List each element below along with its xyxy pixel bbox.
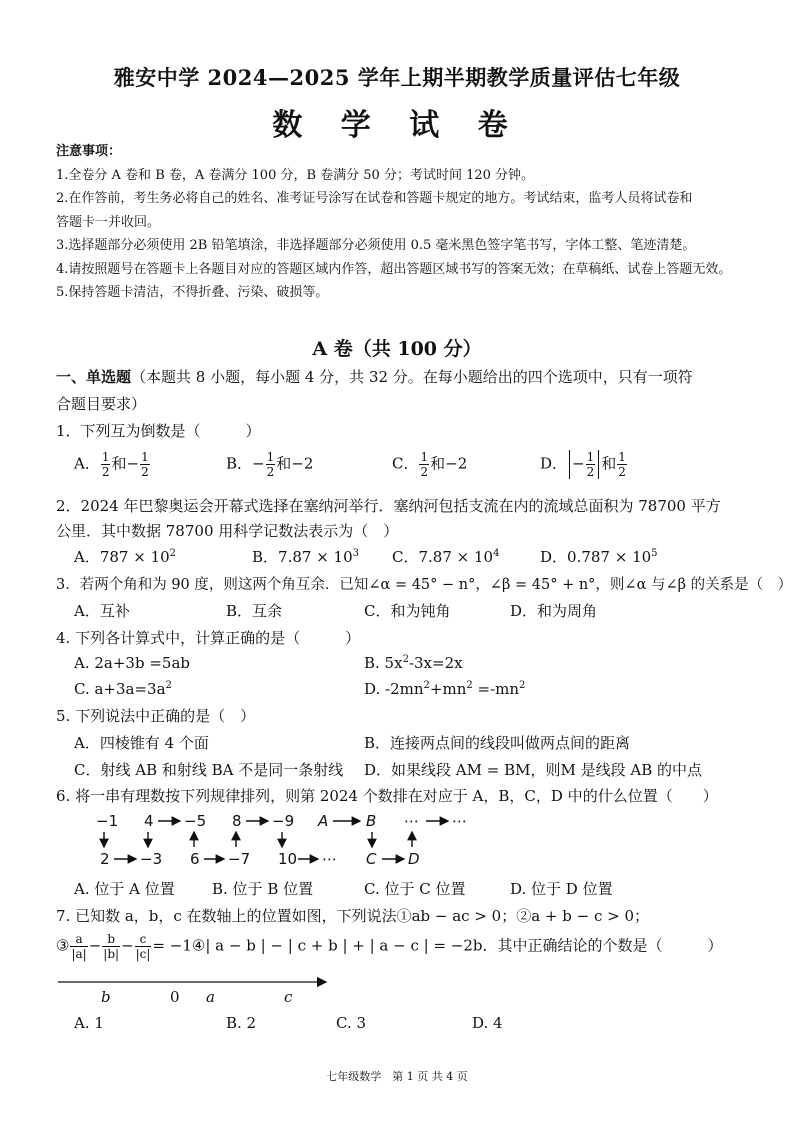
note-item: 5.保持答题卡清洁，不得折叠、污染、破损等。 [56, 285, 329, 300]
pattern-number: −5 [184, 812, 207, 830]
q7-stem-1: 7. 已知数 a，b，c 在数轴上的位置如图，下列说法①ab − ac > 0；②a + b − c > 0； [56, 907, 650, 925]
axis-label-a: a [206, 988, 215, 1006]
pattern-ellipsis: ⋯ [452, 812, 467, 830]
q6-option-d: D. 位于 D 位置 [510, 880, 613, 898]
q4-option-b: B. $5x^2-3x=2x$ [364, 654, 463, 672]
pattern-number: −7 [228, 850, 251, 868]
q3-option-d: D．和为周角 [510, 602, 598, 620]
q7-stem-2: ③ $\frac{a}{|a|}$ − $\frac{b}{|b|}$ − $\frac{c}{|c|}$ = −1④| a − b | − | c + b | + | a − c | = −2b．其中正确结论的个数是（ ） [56, 932, 723, 961]
exam-title: 雅安中学 2024—2025 学年上期半期教学质量评估七年级 [113, 65, 681, 90]
page-footer: 七年级数学 第 1 页 共 4 页 [326, 1070, 468, 1083]
note-item: 3.选择题部分必须使用 2B 铅笔填涂，非选择题部分必须使用 0.5 毫米黑色签字笔书写，字体工整、笔迹清楚。 [56, 238, 696, 253]
q6-option-a: A. 位于 A 位置 [74, 880, 175, 898]
exam-subtitle: 数 学 试 卷 [272, 108, 522, 143]
q2-stem-2: 公里．其中数据 78700 用科学记数法表示为（ ） [56, 522, 399, 540]
q5-option-b: B．连接两点间的线段叫做两点间的距离 [364, 734, 631, 752]
q1-option-c: C． $\frac{1}{2}$ 和−2 [392, 450, 468, 479]
pattern-label-b: B [366, 812, 377, 830]
q3-option-b: B．互余 [226, 602, 283, 620]
q2-option-c: C．$7.87 \times 10^4$ [392, 548, 500, 566]
q4-option-d: D. $-2mn^2+mn^2 =-mn^2$ [364, 680, 526, 698]
axis-label-b: b [101, 988, 111, 1006]
pattern-label-c: C [366, 850, 377, 868]
q2-option-b: B．$7.87 \times 10^3$ [252, 548, 359, 566]
q7-option-b: B. 2 [226, 1014, 257, 1032]
q3-option-c: C．和为钝角 [364, 602, 451, 620]
note-item: 答题卡一并收回。 [56, 214, 161, 230]
pattern-number: −3 [140, 850, 163, 868]
pattern-ellipsis: ⋯ [404, 812, 419, 830]
pattern-number: 4 [144, 812, 154, 830]
note-item: 2.在作答前，考生务必将自己的姓名、准考证号涂写在试卷和答题卡规定的地方。考试结束，监考人员将试卷和 [56, 191, 693, 206]
q7-option-c: C. 3 [336, 1014, 367, 1032]
q1-option-b: B．− $\frac{1}{2}$ 和−2 [226, 450, 314, 479]
q2-stem-1: 2．2024 年巴黎奥运会开幕式选择在塞纳河举行．塞纳河包括支流在内的流域总面积为 78700 平方 [56, 497, 721, 515]
q6-stem: 6. 将一串有理数按下列规律排列，则第 2024 个数排在对应于 A，B，C，D 中的什么位置（ ） [56, 787, 718, 805]
pattern-number: 10 [278, 850, 298, 868]
q2-option-a: A．$787 \times 10^2$ [74, 548, 177, 566]
q2-option-d: D．$0.787 \times 10^5$ [540, 548, 658, 566]
q1-option-a: A． $\frac{1}{2}$ 和− $\frac{1}{2}$ [74, 450, 149, 479]
pattern-label-a: A [318, 812, 329, 830]
axis-label-zero: 0 [170, 988, 180, 1006]
q4-option-c: C. $a+3a=3a^2$ [74, 680, 172, 698]
q3-stem: 3．若两个角和为 90 度，则这两个角互余．已知∠α = 45° − n°，∠β = 45° + n°，则∠α 与∠β 的关系是（ ） [56, 577, 793, 593]
q6-option-c: C. 位于 C 位置 [364, 880, 466, 898]
pattern-ellipsis: ⋯ [322, 850, 337, 868]
pattern-number: −1 [96, 812, 119, 830]
note-item: 4.请按照题号在答题卡上各题目对应的答题区域内作答，超出答题区域书写的答案无效；在草稿纸、试卷上答题无效。 [56, 261, 732, 277]
q1-stem: 1．下列互为倒数是（ ） [56, 422, 261, 440]
q5-stem: 5. 下列说法中正确的是（ ） [56, 707, 256, 725]
q4-stem: 4. 下列各计算式中，计算正确的是（ ） [56, 629, 361, 647]
q1-option-d: D． − $\frac{1}{2}$ 和 $\frac{1}{2}$ [540, 450, 626, 479]
part1-desc-2: 合题目要求） [56, 395, 147, 413]
q7-option-d: D. 4 [472, 1014, 503, 1032]
section-title: A 卷（共 100 分） [312, 338, 482, 360]
q4-option-a: A. 2a+3b =5ab [74, 654, 190, 672]
q6-option-b: B. 位于 B 位置 [212, 880, 314, 898]
pattern-number: 8 [232, 812, 242, 830]
notes-heading: 注意事项： [56, 144, 122, 159]
axis-label-c: c [284, 988, 293, 1006]
pattern-number: 2 [100, 850, 110, 868]
note-item: 1.全卷分 A 卷和 B 卷，A 卷满分 100 分，B 卷满分 50 分；考试时间 120 分钟。 [56, 167, 535, 183]
part1-label: 一、单选题 [56, 368, 132, 386]
q5-option-a: A．四棱锥有 4 个面 [74, 734, 209, 752]
part1-desc: （本题共 8 小题，每小题 4 分，共 32 分。在每小题给出的四个选项中，只有一项符 [131, 368, 693, 386]
pattern-label-d: D [408, 850, 420, 868]
pattern-number: −9 [272, 812, 295, 830]
pattern-number: 6 [190, 850, 200, 868]
q5-option-c: C．射线 AB 和射线 BA 不是同一条射线 [74, 761, 344, 779]
q3-option-a: A．互补 [74, 602, 130, 620]
q5-option-d: D．如果线段 AM = BM，则M 是线段 AB 的中点 [364, 761, 702, 779]
q7-option-a: A. 1 [74, 1014, 104, 1032]
